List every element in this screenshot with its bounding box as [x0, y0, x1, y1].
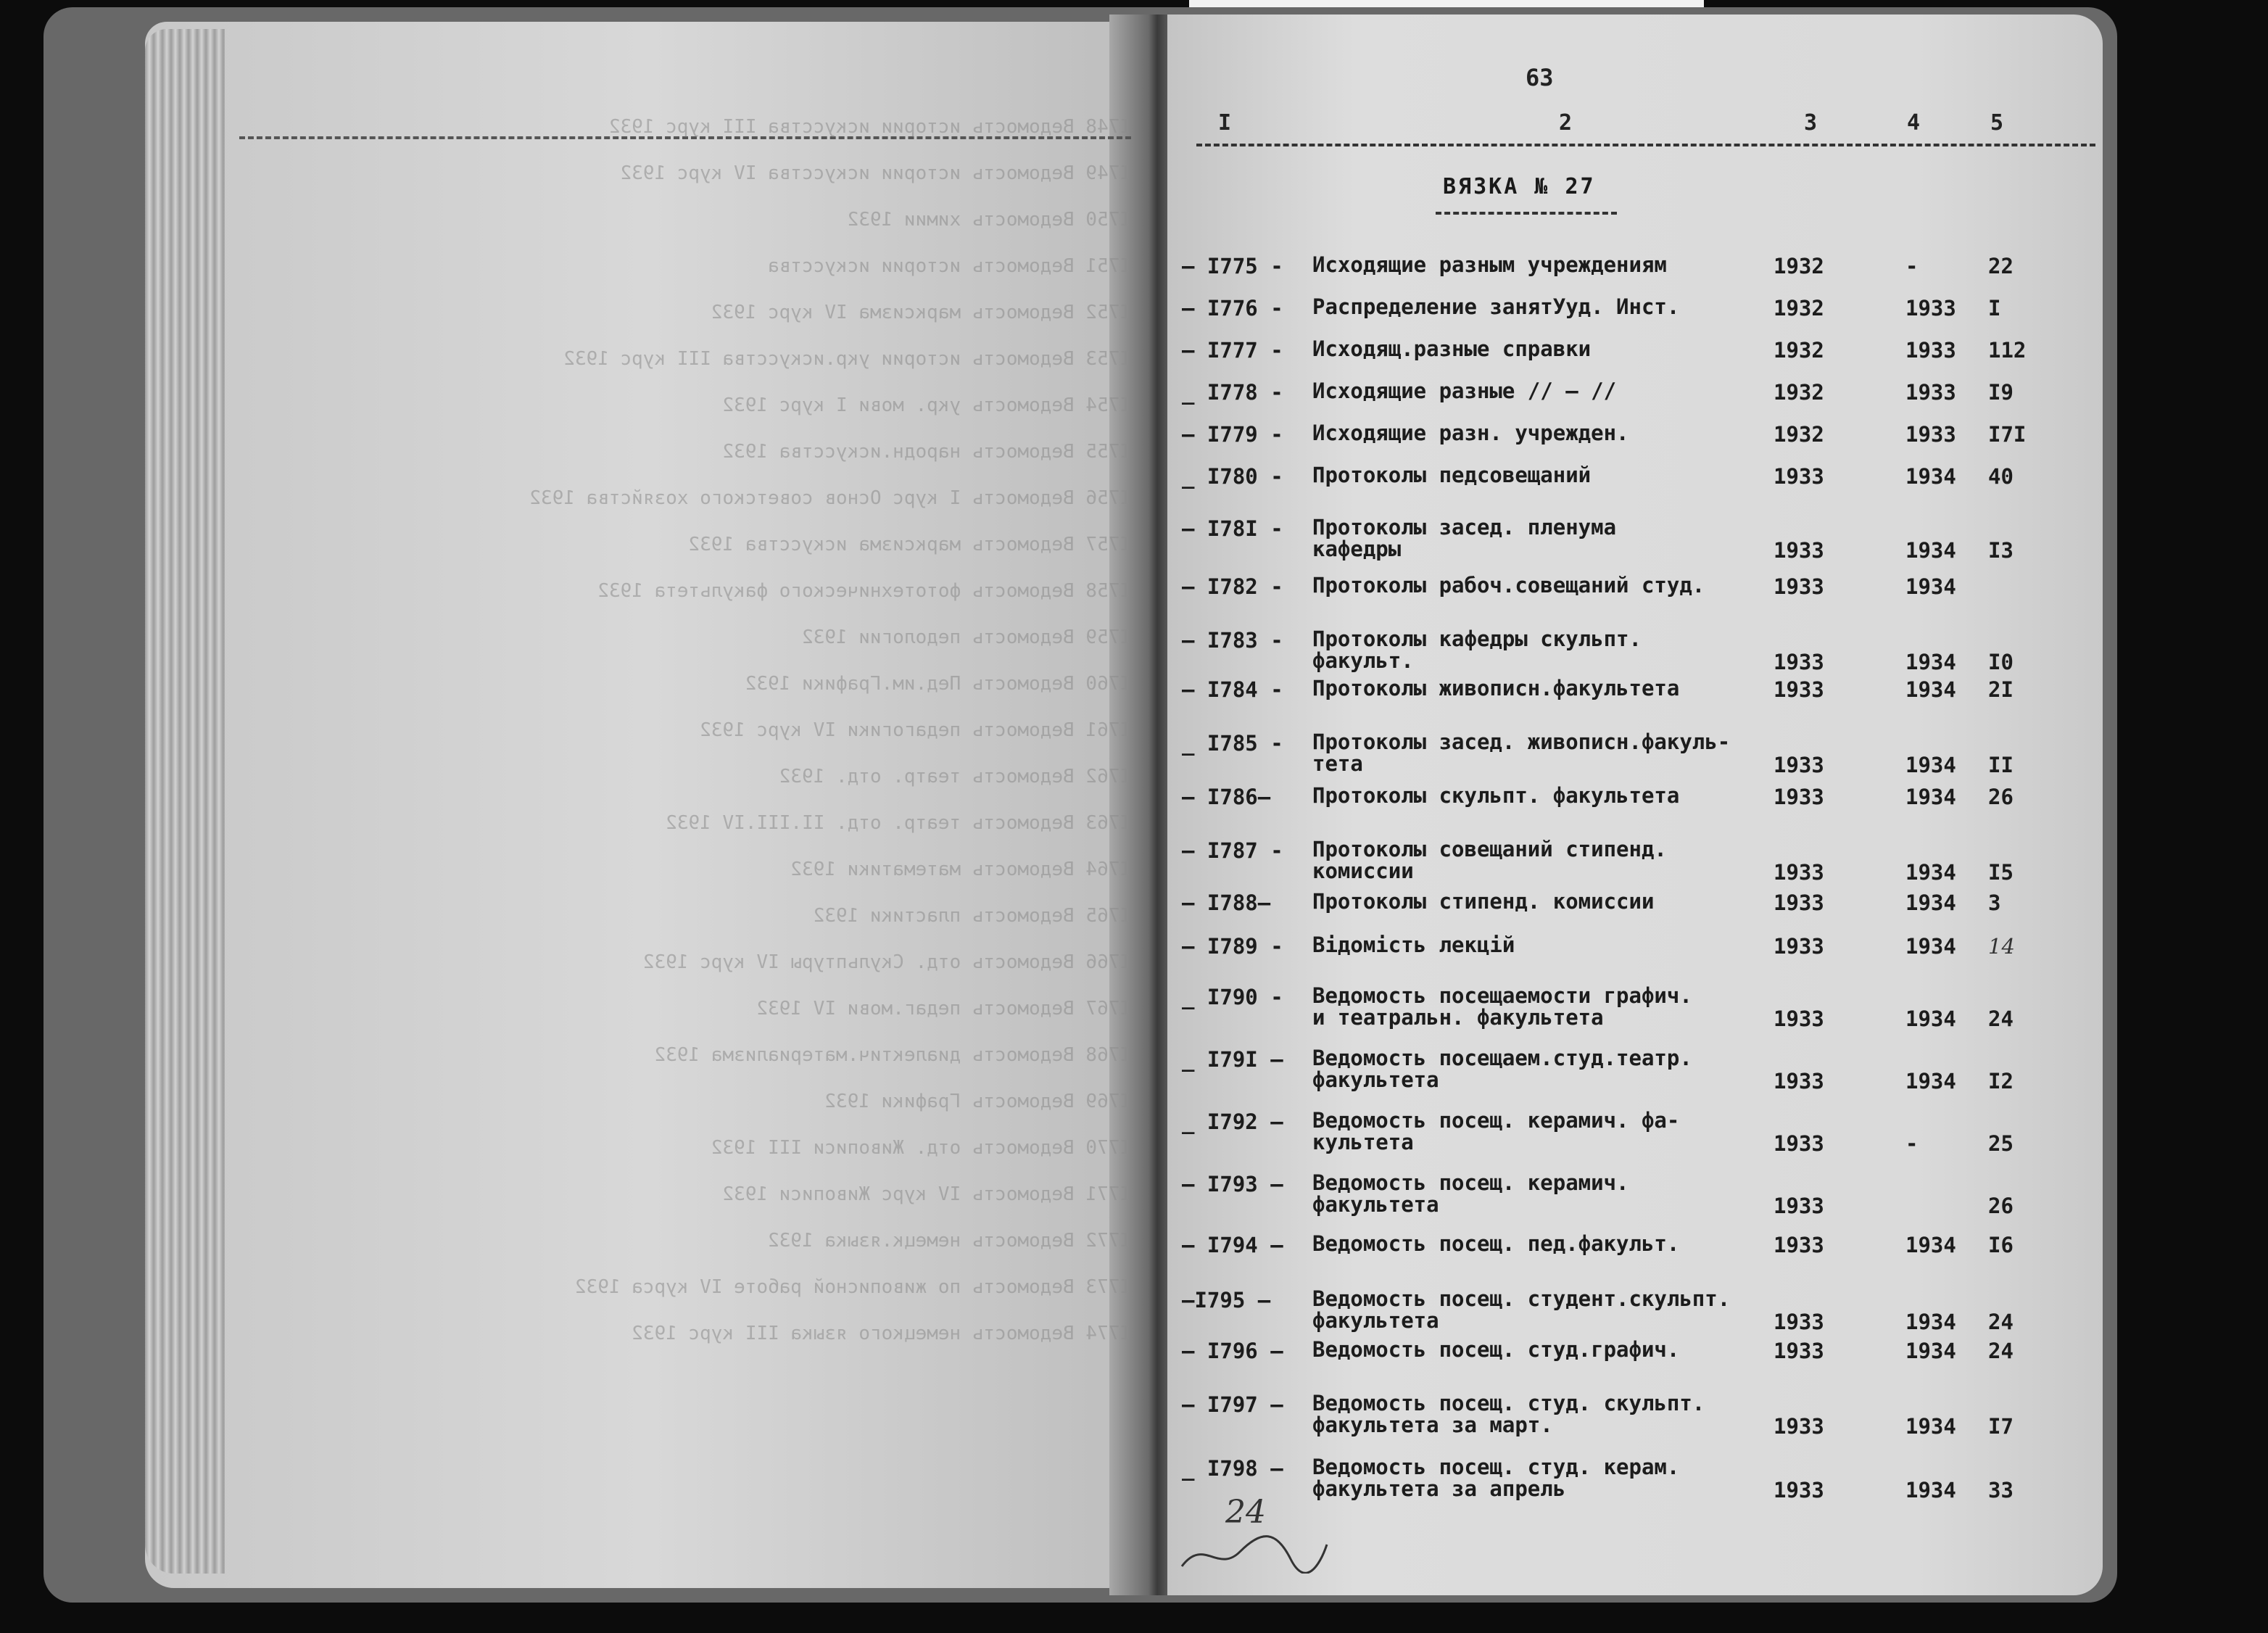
desc: Ведомость посещаемости графич. и театральн. факультета — [1312, 983, 1692, 1030]
num: — I784 - — [1182, 677, 1283, 702]
bleed-line: I751 Ведомость истории искусства — [768, 255, 1131, 277]
sheet-count: 26 — [1988, 1194, 2014, 1218]
column-header-3: 3 — [1804, 110, 1818, 136]
desc: Ведомость посещ. студент.скульпт. факультета — [1312, 1286, 1731, 1333]
bleed-line: I752 Ведомость марксизма IV курс 1932 — [711, 302, 1131, 323]
desc: Ведомость посещ. студ.графич. — [1312, 1337, 1680, 1362]
bleed-line: I759 Ведомость педологии 1932 — [802, 627, 1131, 648]
register-table — [1175, 0, 2110, 1595]
sheet-count: I2 — [1988, 1069, 2014, 1094]
num: — I783 - — [1182, 628, 1283, 653]
left-page-mirrored-text — [218, 116, 1131, 1537]
year-from: 1933 — [1774, 1194, 1824, 1218]
sheet-count: I0 — [1988, 650, 2014, 674]
year-to: 1933 — [1905, 422, 1956, 447]
bleed-line: I763 Ведомость театр. отд. II.III.IV 1932 — [666, 812, 1131, 834]
sheet-count: I5 — [1988, 860, 2014, 885]
bleed-line: I748 Ведомость истории искусства III курс 1932 — [608, 116, 1131, 138]
sheet-count: I9 — [1988, 380, 2014, 405]
bleed-line: I769 Ведомость Графики 1932 — [824, 1091, 1131, 1112]
num: — I775 - — [1182, 254, 1283, 278]
column-header-1: I — [1218, 110, 1232, 136]
num: — I782 - — [1182, 574, 1283, 599]
num: — I793 — — [1182, 1172, 1283, 1196]
bleed-line: I762 Ведомость театр. отд. 1932 — [779, 766, 1131, 787]
year-to: 1934 — [1905, 574, 1956, 599]
year-from: 1933 — [1774, 1339, 1824, 1363]
num: — I788— — [1182, 890, 1271, 915]
desc: Исходящие разн. учрежден. — [1312, 421, 1629, 445]
year-to: 1934 — [1905, 860, 1956, 885]
year-to: 1934 — [1905, 1069, 1956, 1094]
bleed-line: I749 Ведомость истории искусства IV курс 1932 — [620, 162, 1131, 184]
desc: Відомість лекцій — [1312, 933, 1515, 957]
year-to: 1934 — [1905, 934, 1956, 959]
desc: Исходящие разные // — // — [1312, 379, 1617, 403]
desc: Исходящие разным учреждениям — [1312, 252, 1667, 277]
year-from: 1933 — [1774, 1478, 1824, 1502]
num: — I779 - — [1182, 422, 1283, 447]
desc: Протоколы кафедры скульпт. факульт. — [1312, 627, 1642, 673]
sheet-count: 2I — [1988, 677, 2014, 702]
num: — I789 - — [1182, 934, 1283, 959]
bleed-line: I756 Ведомость I курс Основ советского хозяйства 1932 — [529, 487, 1131, 509]
desc: Ведомость посещ. пед.факульт. — [1312, 1231, 1680, 1256]
sheet-count: 24 — [1988, 1310, 2014, 1334]
sheet-count: 3 — [1988, 890, 2001, 915]
bleed-line: I755 Ведомость народн.искусства 1932 — [722, 441, 1131, 463]
year-to: 1934 — [1905, 677, 1956, 702]
sheet-count: 112 — [1988, 338, 2027, 363]
year-from: 1933 — [1774, 650, 1824, 674]
num: — I796 — — [1182, 1339, 1283, 1363]
column-header-4: 4 — [1907, 110, 1921, 136]
signature-scribble — [1175, 1523, 1334, 1574]
page-number: 63 — [1526, 64, 1554, 91]
year-to: 1934 — [1905, 1233, 1956, 1257]
desc: Ведомость посещаем.студ.театр. факультета — [1312, 1046, 1692, 1092]
sheet-count: II — [1988, 753, 2014, 777]
column-header-2: 2 — [1559, 110, 1573, 136]
year-to: 1934 — [1905, 538, 1956, 563]
year-to: 1933 — [1905, 338, 1956, 363]
year-from: 1933 — [1774, 538, 1824, 563]
bleed-line: I768 Ведомость диалектич.материализма 1932 — [654, 1044, 1131, 1066]
num: _ I780 - — [1182, 464, 1283, 489]
year-to: 1934 — [1905, 1006, 1956, 1031]
year-to: 1934 — [1905, 1339, 1956, 1363]
num: — I777 - — [1182, 338, 1283, 363]
year-from: 1933 — [1774, 1006, 1824, 1031]
year-from: 1933 — [1774, 1233, 1824, 1257]
sheet-count: 22 — [1988, 254, 2014, 278]
num: — I78I - — [1182, 516, 1283, 541]
num: _ I785 - — [1182, 731, 1283, 756]
bleed-line: I753 Ведомость истории укр.искусства III курс 1932 — [563, 348, 1131, 370]
bleed-line: I770 Ведомость отд. Живописи III 1932 — [711, 1137, 1131, 1159]
year-from: 1933 — [1774, 1069, 1824, 1094]
num: — I794 — — [1182, 1233, 1283, 1257]
bleed-line: I764 Ведомость математики 1932 — [790, 859, 1131, 880]
year-from: 1933 — [1774, 753, 1824, 777]
year-from: 1932 — [1774, 380, 1824, 405]
sheet-count: I — [1988, 296, 2001, 321]
sheet-count: I3 — [1988, 538, 2014, 563]
year-from: 1933 — [1774, 785, 1824, 809]
desc: Ведомость посещ. студ. скульпт. факультета за март. — [1312, 1391, 1705, 1437]
desc: Протоколы засед. пленума кафедры — [1312, 515, 1617, 561]
year-to: 1933 — [1905, 380, 1956, 405]
year-from: 1933 — [1774, 1414, 1824, 1439]
bleed-line: I757 Ведомость марксизма искусства 1932 — [688, 534, 1131, 555]
sheet-count: 40 — [1988, 464, 2014, 489]
year-from: 1933 — [1774, 860, 1824, 885]
desc: Распределение занятУуд. Инст. — [1312, 294, 1680, 319]
num: _ I798 — — [1182, 1456, 1283, 1481]
section-title: ВЯЗКА № 27 — [1443, 174, 1596, 199]
desc: Ведомость посещ. керамич. факультета — [1312, 1170, 1629, 1217]
year-to: 1934 — [1905, 785, 1956, 809]
column-header-5: 5 — [1990, 110, 2004, 136]
bleed-line: I767 Ведомость педаг.мови IV 1932 — [756, 998, 1131, 1020]
bleed-line: I774 Ведомость немецкого языка III курс 1932 — [632, 1323, 1131, 1344]
num: _ I778 - — [1182, 380, 1283, 405]
num: _ I790 - — [1182, 985, 1283, 1009]
bleed-line: I771 Ведомость IV курс Живописи 1932 — [722, 1183, 1131, 1205]
year-from: 1933 — [1774, 890, 1824, 915]
year-from: 1933 — [1774, 1310, 1824, 1334]
year-from: 1932 — [1774, 422, 1824, 447]
sheet-count: I7 — [1988, 1414, 2014, 1439]
desc: Ведомость посещ. студ. керам. факультета за апрель — [1312, 1455, 1680, 1501]
desc: Протоколы педсовещаний — [1312, 463, 1592, 487]
handwritten-note: 24 — [1225, 1494, 1266, 1531]
desc: Протоколы засед. живописн.факуль- тета — [1312, 729, 1731, 776]
year-from: 1933 — [1774, 677, 1824, 702]
num: _ I792 — — [1182, 1109, 1283, 1134]
sheet-count: 33 — [1988, 1478, 2014, 1502]
year-from: 1933 — [1774, 1131, 1824, 1156]
year-to: - — [1905, 1131, 1919, 1156]
desc: Протоколы скульпт. факультета — [1312, 783, 1680, 808]
desc: Ведомость посещ. керамич. фа- культета — [1312, 1108, 1680, 1154]
sheet-count: I7I — [1988, 422, 2027, 447]
desc: Исходящ.разные справки — [1312, 336, 1592, 361]
year-to: - — [1905, 254, 1919, 278]
year-to: 1934 — [1905, 753, 1956, 777]
bleed-line: I766 Ведомость отд. Скульптуры IV курс 1932 — [642, 951, 1131, 973]
year-to: 1934 — [1905, 1310, 1956, 1334]
desc: Протоколы стипенд. комиссии — [1312, 889, 1655, 914]
bleed-line: I758 Ведомость фототехнического факультета 1932 — [597, 580, 1131, 602]
year-from: 1933 — [1774, 464, 1824, 489]
num: — I787 - — [1182, 838, 1283, 863]
page-edges — [145, 29, 225, 1574]
year-to: 1934 — [1905, 890, 1956, 915]
year-from: 1932 — [1774, 296, 1824, 321]
year-from: 1932 — [1774, 254, 1824, 278]
bleed-line: I754 Ведомость укр. мови I курс 1932 — [722, 394, 1131, 416]
sheet-count: 25 — [1988, 1131, 2014, 1156]
num: — I797 — — [1182, 1392, 1283, 1417]
num: _ I79I — — [1182, 1047, 1283, 1072]
year-to: 1934 — [1905, 464, 1956, 489]
year-to: 1934 — [1905, 1478, 1956, 1502]
year-from: 1933 — [1774, 934, 1824, 959]
year-from: 1932 — [1774, 338, 1824, 363]
sheet-count: 24 — [1988, 1339, 2014, 1363]
num: — I786— — [1182, 785, 1271, 809]
sheet-count: I6 — [1988, 1233, 2014, 1257]
year-to: 1934 — [1905, 1414, 1956, 1439]
year-to: 1933 — [1905, 296, 1956, 321]
num: —I795 — — [1182, 1288, 1271, 1312]
bleed-line: I765 Ведомость пластики 1932 — [813, 905, 1131, 927]
year-to: 1934 — [1905, 650, 1956, 674]
bleed-line: I773 Ведомость по живописной работе IV курса 1932 — [574, 1276, 1131, 1298]
bleed-line: I772 Ведомость немецк.языка 1932 — [768, 1230, 1131, 1252]
bleed-line: I750 Ведомость химии 1932 — [847, 209, 1131, 231]
desc: Протоколы рабоч.совещаний студ. — [1312, 573, 1705, 598]
num: — I776 - — [1182, 296, 1283, 321]
sheet-count: 24 — [1988, 1006, 2014, 1031]
year-from: 1933 — [1774, 574, 1824, 599]
sheet-count: 26 — [1988, 785, 2014, 809]
bleed-line: I761 Ведомость педагогики IV курс 1932 — [700, 719, 1131, 741]
desc: Протоколы живописн.факультета — [1312, 676, 1680, 700]
bleed-line: I760 Ведомость Пед.им.Графики 1932 — [745, 673, 1131, 695]
desc: Протоколы совещаний стипенд. комиссии — [1312, 837, 1667, 883]
sheet-count: 14 — [1988, 934, 2015, 959]
